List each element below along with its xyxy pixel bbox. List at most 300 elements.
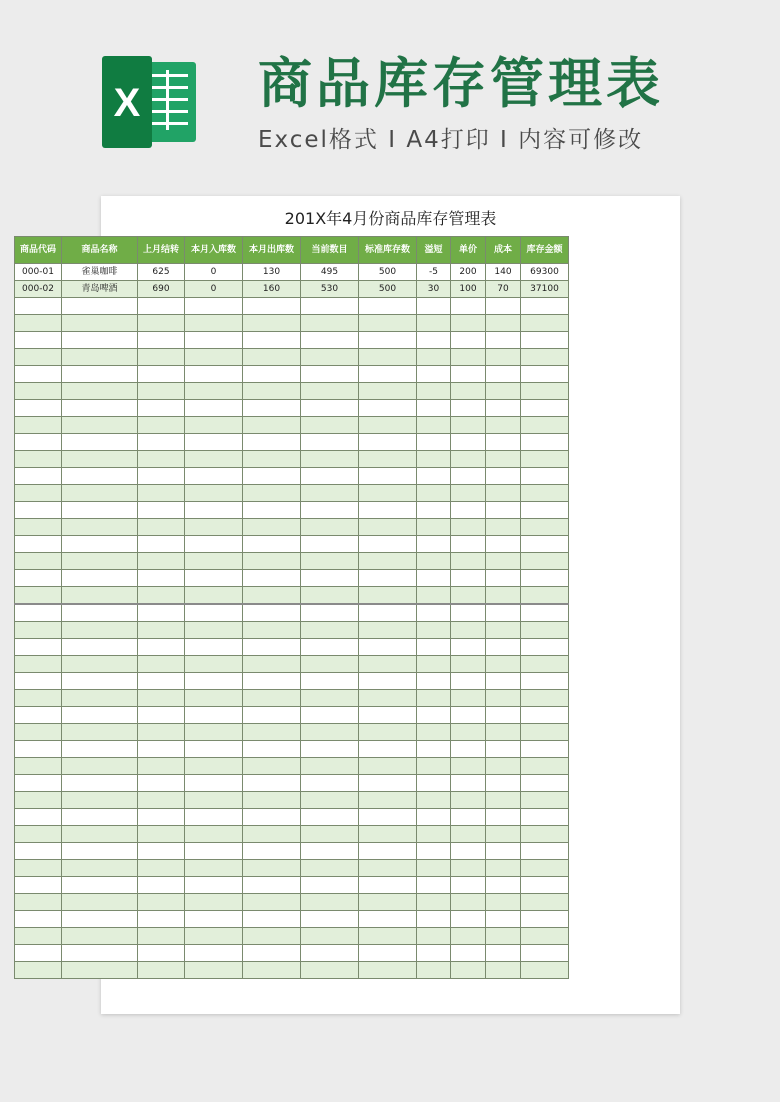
table-cell[interactable] (417, 587, 451, 605)
table-cell[interactable] (301, 502, 359, 519)
table-cell[interactable]: 0 (185, 264, 243, 281)
table-cell[interactable] (62, 945, 138, 962)
table-cell[interactable] (451, 417, 486, 434)
table-cell[interactable] (521, 417, 569, 434)
table-cell[interactable] (15, 690, 62, 707)
table-cell[interactable] (486, 468, 521, 485)
table-cell[interactable] (451, 298, 486, 315)
table-cell[interactable] (359, 894, 417, 911)
table-cell[interactable] (62, 758, 138, 775)
table-cell[interactable] (138, 724, 185, 741)
table-cell[interactable] (359, 451, 417, 468)
table-cell[interactable] (243, 315, 301, 332)
table-cell[interactable] (417, 519, 451, 536)
table-cell[interactable] (451, 332, 486, 349)
table-cell[interactable] (359, 553, 417, 570)
table-cell[interactable] (451, 962, 486, 979)
table-cell[interactable] (138, 860, 185, 877)
table-cell[interactable] (521, 877, 569, 894)
table-cell[interactable] (486, 673, 521, 690)
table-cell[interactable] (15, 349, 62, 366)
table-cell[interactable] (486, 366, 521, 383)
table-cell[interactable] (301, 519, 359, 536)
table-cell[interactable] (417, 792, 451, 809)
table-cell[interactable] (62, 928, 138, 945)
header-cell[interactable]: 标准库存数 (359, 237, 417, 264)
table-cell[interactable] (15, 298, 62, 315)
table-cell[interactable] (451, 911, 486, 928)
table-cell[interactable] (451, 553, 486, 570)
table-cell[interactable] (486, 298, 521, 315)
table-cell[interactable] (359, 792, 417, 809)
table-cell[interactable] (417, 945, 451, 962)
table-cell[interactable] (451, 622, 486, 639)
table-cell[interactable] (243, 587, 301, 605)
table-cell[interactable] (359, 690, 417, 707)
table-cell[interactable]: 625 (138, 264, 185, 281)
table-cell[interactable] (243, 536, 301, 553)
table-cell[interactable] (62, 587, 138, 605)
table-cell[interactable] (243, 877, 301, 894)
table-cell[interactable] (138, 298, 185, 315)
table-cell[interactable] (451, 519, 486, 536)
table-cell[interactable] (451, 860, 486, 877)
table-cell[interactable] (301, 656, 359, 673)
table-cell[interactable] (62, 434, 138, 451)
table-cell[interactable] (185, 775, 243, 792)
table-cell[interactable] (521, 400, 569, 417)
table-cell[interactable] (138, 383, 185, 400)
table-cell[interactable] (521, 962, 569, 979)
table-cell[interactable] (486, 553, 521, 570)
table-cell[interactable] (138, 792, 185, 809)
table-cell[interactable] (15, 417, 62, 434)
table-cell[interactable] (185, 587, 243, 605)
table-cell[interactable] (451, 673, 486, 690)
table-cell[interactable] (359, 349, 417, 366)
table-cell[interactable] (243, 485, 301, 502)
table-cell[interactable] (417, 656, 451, 673)
table-cell[interactable] (15, 622, 62, 639)
table-cell[interactable]: 69300 (521, 264, 569, 281)
table-cell[interactable] (486, 400, 521, 417)
table-cell[interactable] (185, 315, 243, 332)
table-cell[interactable] (138, 707, 185, 724)
table-cell[interactable]: 200 (451, 264, 486, 281)
table-cell[interactable] (62, 962, 138, 979)
table-cell[interactable] (138, 758, 185, 775)
table-cell[interactable] (521, 911, 569, 928)
table-cell[interactable] (138, 315, 185, 332)
table-cell[interactable] (521, 673, 569, 690)
table-cell[interactable] (451, 468, 486, 485)
table-cell[interactable] (521, 315, 569, 332)
table-cell[interactable] (138, 417, 185, 434)
table-cell[interactable] (185, 826, 243, 843)
table-cell[interactable] (486, 707, 521, 724)
table-cell[interactable] (417, 843, 451, 860)
table-cell[interactable] (15, 724, 62, 741)
table-cell[interactable]: 000-01 (15, 264, 62, 281)
table-cell[interactable] (359, 826, 417, 843)
table-cell[interactable] (359, 502, 417, 519)
table-cell[interactable] (486, 792, 521, 809)
table-cell[interactable] (138, 519, 185, 536)
table-cell[interactable] (521, 656, 569, 673)
table-cell[interactable] (486, 587, 521, 605)
table-cell[interactable] (185, 911, 243, 928)
table-cell[interactable] (138, 639, 185, 656)
table-cell[interactable] (185, 809, 243, 826)
table-cell[interactable] (185, 604, 243, 622)
table-cell[interactable] (243, 809, 301, 826)
table-cell[interactable] (486, 656, 521, 673)
table-cell[interactable] (243, 656, 301, 673)
table-cell[interactable] (243, 758, 301, 775)
table-cell[interactable] (138, 536, 185, 553)
table-cell[interactable] (359, 911, 417, 928)
table-cell[interactable] (62, 536, 138, 553)
table-cell[interactable] (301, 417, 359, 434)
header-cell[interactable]: 成本 (486, 237, 521, 264)
table-cell[interactable] (359, 468, 417, 485)
table-cell[interactable] (359, 417, 417, 434)
table-cell[interactable] (185, 673, 243, 690)
table-cell[interactable] (301, 485, 359, 502)
table-cell[interactable]: 500 (359, 264, 417, 281)
table-cell[interactable] (521, 502, 569, 519)
table-cell[interactable] (417, 928, 451, 945)
table-cell[interactable] (301, 826, 359, 843)
table-cell[interactable] (185, 349, 243, 366)
table-cell[interactable] (15, 485, 62, 502)
table-cell[interactable] (15, 894, 62, 911)
table-cell[interactable] (185, 553, 243, 570)
table-cell[interactable] (62, 383, 138, 400)
table-cell[interactable] (417, 707, 451, 724)
table-cell[interactable] (15, 502, 62, 519)
table-cell[interactable] (521, 553, 569, 570)
table-cell[interactable] (62, 775, 138, 792)
table-cell[interactable] (521, 690, 569, 707)
header-cell[interactable]: 上月结转 (138, 237, 185, 264)
table-cell[interactable] (185, 690, 243, 707)
table-cell[interactable] (243, 400, 301, 417)
table-cell[interactable] (185, 434, 243, 451)
table-cell[interactable] (417, 536, 451, 553)
table-cell[interactable] (359, 673, 417, 690)
table-cell[interactable] (138, 349, 185, 366)
table-cell[interactable] (417, 877, 451, 894)
table-cell[interactable] (15, 383, 62, 400)
table-cell[interactable] (417, 434, 451, 451)
table-cell[interactable] (451, 383, 486, 400)
table-cell[interactable] (243, 911, 301, 928)
table-cell[interactable] (486, 860, 521, 877)
table-cell[interactable] (486, 519, 521, 536)
table-cell[interactable] (243, 502, 301, 519)
table-cell[interactable] (417, 860, 451, 877)
table-cell[interactable] (62, 724, 138, 741)
table-cell[interactable] (15, 928, 62, 945)
table-cell[interactable] (486, 604, 521, 622)
table-cell[interactable] (301, 570, 359, 587)
table-cell[interactable] (301, 894, 359, 911)
table-cell[interactable] (62, 417, 138, 434)
table-cell[interactable] (521, 775, 569, 792)
table-cell[interactable] (359, 707, 417, 724)
table-cell[interactable] (486, 315, 521, 332)
table-cell[interactable] (243, 519, 301, 536)
table-cell[interactable]: 495 (301, 264, 359, 281)
table-cell[interactable] (486, 485, 521, 502)
table-cell[interactable] (243, 468, 301, 485)
table-cell[interactable]: 100 (451, 281, 486, 298)
table-cell[interactable] (138, 570, 185, 587)
table-cell[interactable] (417, 366, 451, 383)
table-cell[interactable] (486, 570, 521, 587)
table-cell[interactable] (185, 639, 243, 656)
table-cell[interactable] (185, 707, 243, 724)
table-cell[interactable] (138, 962, 185, 979)
table-cell[interactable] (185, 724, 243, 741)
table-cell[interactable] (243, 741, 301, 758)
table-cell[interactable] (417, 468, 451, 485)
table-cell[interactable] (521, 570, 569, 587)
table-cell[interactable] (359, 587, 417, 605)
table-cell[interactable] (451, 400, 486, 417)
table-cell[interactable] (15, 553, 62, 570)
table-cell[interactable] (486, 877, 521, 894)
table-cell[interactable] (185, 962, 243, 979)
table-cell[interactable] (243, 383, 301, 400)
table-cell[interactable] (521, 707, 569, 724)
table-cell[interactable] (521, 587, 569, 605)
table-cell[interactable] (521, 383, 569, 400)
table-cell[interactable] (138, 332, 185, 349)
table-cell[interactable] (62, 792, 138, 809)
table-cell[interactable] (138, 485, 185, 502)
table-cell[interactable] (185, 656, 243, 673)
table-cell[interactable] (62, 298, 138, 315)
table-cell[interactable] (62, 349, 138, 366)
table-cell[interactable] (417, 332, 451, 349)
table-cell[interactable] (62, 860, 138, 877)
table-cell[interactable] (185, 945, 243, 962)
table-cell[interactable] (243, 945, 301, 962)
table-cell[interactable] (15, 536, 62, 553)
table-cell[interactable] (486, 928, 521, 945)
table-cell[interactable] (301, 604, 359, 622)
table-cell[interactable] (185, 860, 243, 877)
table-cell[interactable] (417, 894, 451, 911)
table-cell[interactable] (138, 434, 185, 451)
table-cell[interactable] (243, 553, 301, 570)
table-cell[interactable] (185, 536, 243, 553)
table-cell[interactable] (521, 536, 569, 553)
table-cell[interactable] (359, 570, 417, 587)
table-cell[interactable] (417, 383, 451, 400)
table-cell[interactable] (451, 724, 486, 741)
table-cell[interactable] (243, 775, 301, 792)
table-cell[interactable] (359, 860, 417, 877)
table-cell[interactable] (15, 860, 62, 877)
table-cell[interactable] (15, 792, 62, 809)
table-cell[interactable] (417, 775, 451, 792)
table-cell[interactable] (451, 349, 486, 366)
table-cell[interactable] (15, 656, 62, 673)
table-cell[interactable] (62, 468, 138, 485)
table-cell[interactable] (486, 724, 521, 741)
table-cell[interactable] (243, 366, 301, 383)
table-cell[interactable] (15, 434, 62, 451)
table-cell[interactable] (359, 383, 417, 400)
table-cell[interactable] (521, 758, 569, 775)
table-cell[interactable] (451, 809, 486, 826)
table-cell[interactable] (243, 673, 301, 690)
table-cell[interactable] (62, 485, 138, 502)
table-cell[interactable] (301, 724, 359, 741)
table-cell[interactable] (15, 809, 62, 826)
table-cell[interactable] (521, 928, 569, 945)
table-cell[interactable] (359, 298, 417, 315)
table-cell[interactable] (185, 622, 243, 639)
table-cell[interactable] (301, 383, 359, 400)
table-cell[interactable] (243, 928, 301, 945)
table-cell[interactable]: 690 (138, 281, 185, 298)
table-cell[interactable] (301, 860, 359, 877)
table-cell[interactable] (243, 604, 301, 622)
table-cell[interactable] (359, 622, 417, 639)
table-cell[interactable] (15, 451, 62, 468)
table-cell[interactable] (417, 417, 451, 434)
table-cell[interactable] (185, 332, 243, 349)
table-cell[interactable] (486, 690, 521, 707)
table-cell[interactable] (185, 741, 243, 758)
table-cell[interactable] (185, 894, 243, 911)
table-cell[interactable] (417, 690, 451, 707)
table-cell[interactable] (15, 604, 62, 622)
table-cell[interactable] (417, 724, 451, 741)
table-cell[interactable] (62, 315, 138, 332)
table-cell[interactable] (417, 622, 451, 639)
table-cell[interactable] (138, 400, 185, 417)
table-cell[interactable] (62, 843, 138, 860)
table-cell[interactable] (62, 400, 138, 417)
table-cell[interactable] (301, 758, 359, 775)
table-cell[interactable]: 500 (359, 281, 417, 298)
table-cell[interactable] (486, 911, 521, 928)
table-cell[interactable] (359, 775, 417, 792)
table-cell[interactable] (451, 741, 486, 758)
table-cell[interactable] (138, 775, 185, 792)
table-cell[interactable] (62, 707, 138, 724)
table-cell[interactable] (301, 366, 359, 383)
table-cell[interactable] (417, 485, 451, 502)
table-cell[interactable]: 530 (301, 281, 359, 298)
table-cell[interactable] (359, 928, 417, 945)
table-cell[interactable] (15, 877, 62, 894)
table-cell[interactable] (417, 809, 451, 826)
table-cell[interactable] (15, 332, 62, 349)
table-cell[interactable] (486, 758, 521, 775)
table-cell[interactable] (301, 843, 359, 860)
table-cell[interactable] (417, 741, 451, 758)
table-cell[interactable]: 37100 (521, 281, 569, 298)
table-cell[interactable] (138, 502, 185, 519)
table-cell[interactable] (486, 775, 521, 792)
table-cell[interactable] (243, 434, 301, 451)
table-cell[interactable] (521, 366, 569, 383)
table-cell[interactable] (301, 707, 359, 724)
table-cell[interactable] (521, 843, 569, 860)
table-cell[interactable] (521, 622, 569, 639)
table-cell[interactable] (359, 639, 417, 656)
table-cell[interactable] (301, 553, 359, 570)
table-cell[interactable] (15, 315, 62, 332)
header-cell[interactable]: 溢短 (417, 237, 451, 264)
table-cell[interactable] (301, 962, 359, 979)
table-cell[interactable] (417, 604, 451, 622)
table-cell[interactable] (62, 877, 138, 894)
table-cell[interactable] (417, 298, 451, 315)
table-cell[interactable] (486, 383, 521, 400)
table-cell[interactable] (417, 962, 451, 979)
table-cell[interactable] (15, 758, 62, 775)
table-cell[interactable] (521, 860, 569, 877)
table-cell[interactable] (521, 741, 569, 758)
table-cell[interactable] (138, 809, 185, 826)
table-cell[interactable] (15, 400, 62, 417)
table-cell[interactable] (359, 434, 417, 451)
table-cell[interactable] (243, 826, 301, 843)
table-cell[interactable] (62, 690, 138, 707)
table-cell[interactable] (486, 434, 521, 451)
table-cell[interactable] (185, 485, 243, 502)
table-cell[interactable] (62, 673, 138, 690)
table-cell[interactable] (185, 298, 243, 315)
table-cell[interactable] (451, 536, 486, 553)
table-cell[interactable] (243, 724, 301, 741)
table-cell[interactable] (301, 945, 359, 962)
table-cell[interactable] (301, 911, 359, 928)
table-cell[interactable] (138, 656, 185, 673)
table-cell[interactable] (138, 622, 185, 639)
table-cell[interactable] (521, 724, 569, 741)
table-cell[interactable] (138, 928, 185, 945)
table-cell[interactable] (243, 792, 301, 809)
table-cell[interactable] (451, 758, 486, 775)
table-cell[interactable]: 000-02 (15, 281, 62, 298)
table-cell[interactable] (451, 604, 486, 622)
table-cell[interactable] (451, 826, 486, 843)
table-cell[interactable] (62, 451, 138, 468)
table-cell[interactable] (451, 792, 486, 809)
table-cell[interactable] (451, 690, 486, 707)
table-cell[interactable] (417, 673, 451, 690)
table-cell[interactable]: 160 (243, 281, 301, 298)
table-cell[interactable] (62, 502, 138, 519)
table-cell[interactable]: 70 (486, 281, 521, 298)
header-cell[interactable]: 当前数目 (301, 237, 359, 264)
table-cell[interactable] (521, 894, 569, 911)
table-cell[interactable] (521, 332, 569, 349)
table-cell[interactable] (301, 332, 359, 349)
table-cell[interactable] (417, 758, 451, 775)
table-cell[interactable] (15, 570, 62, 587)
table-cell[interactable] (62, 826, 138, 843)
table-cell[interactable] (185, 502, 243, 519)
